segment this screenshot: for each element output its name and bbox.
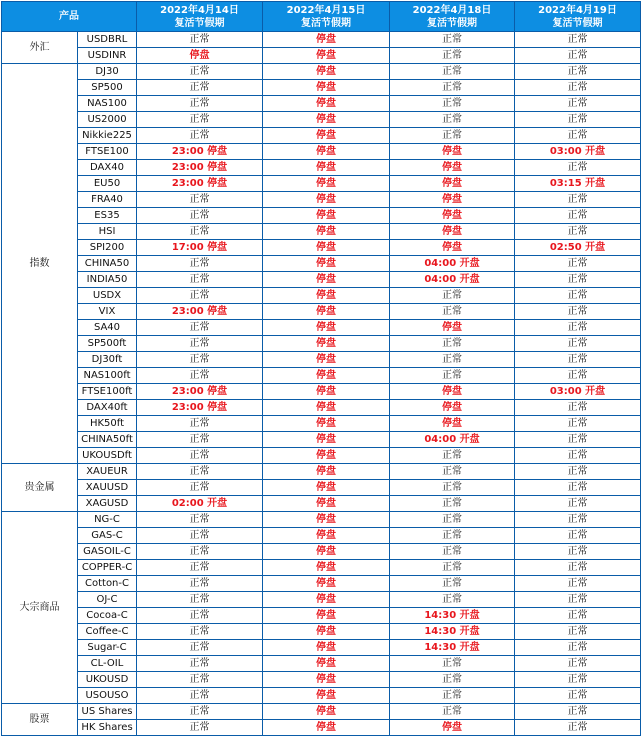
table-row	[2, 496, 641, 512]
status-cell: 正常	[390, 80, 515, 96]
status-cell: 03:15 开盘	[515, 176, 641, 192]
product-cell: SP500	[78, 80, 137, 96]
product-cell: GAS-C	[78, 528, 137, 544]
table-row	[2, 576, 641, 592]
status-cell: 正常	[390, 448, 515, 464]
status-cell: 停盘	[263, 656, 390, 672]
status-cell: 停盘	[390, 400, 515, 416]
status-cell: 停盘	[263, 320, 390, 336]
table-row	[2, 480, 641, 496]
status-cell: 正常	[390, 656, 515, 672]
status-cell: 停盘	[263, 160, 390, 176]
status-cell: 正常	[515, 256, 641, 272]
status-cell: 正常	[515, 656, 641, 672]
holiday-label: 复活节假期	[552, 17, 603, 29]
status-cell: 正常	[515, 704, 641, 720]
status-cell: 停盘	[263, 240, 390, 256]
status-cell: 正常	[390, 352, 515, 368]
table-row	[2, 672, 641, 688]
status-cell: 正常	[390, 96, 515, 112]
status-cell: 停盘	[263, 416, 390, 432]
product-cell: DJ30	[78, 64, 137, 80]
status-cell: 停盘	[263, 96, 390, 112]
product-cell: FTSE100ft	[78, 384, 137, 400]
status-cell: 正常	[515, 464, 641, 480]
status-cell: 停盘	[263, 544, 390, 560]
status-cell: 正常	[137, 608, 263, 624]
status-cell: 正常	[390, 576, 515, 592]
category-cell: 外汇	[2, 32, 78, 64]
status-cell: 正常	[390, 544, 515, 560]
product-cell: USDBRL	[78, 32, 137, 48]
table-row	[2, 64, 641, 80]
status-cell: 停盘	[390, 416, 515, 432]
status-cell: 停盘	[390, 160, 515, 176]
holiday-label: 复活节假期	[174, 17, 225, 29]
status-cell: 停盘	[263, 720, 390, 736]
status-cell: 正常	[390, 672, 515, 688]
status-cell: 停盘	[263, 224, 390, 240]
status-cell: 04:00 开盘	[390, 432, 515, 448]
status-cell: 停盘	[263, 256, 390, 272]
status-cell: 正常	[515, 64, 641, 80]
table-row	[2, 96, 641, 112]
date-header	[137, 2, 263, 32]
status-cell: 正常	[137, 592, 263, 608]
status-cell: 23:00 停盘	[137, 144, 263, 160]
category-cell: 股票	[2, 704, 78, 736]
status-cell: 正常	[515, 112, 641, 128]
status-cell: 停盘	[263, 400, 390, 416]
product-cell: HSI	[78, 224, 137, 240]
product-cell: USDX	[78, 288, 137, 304]
table-row	[2, 352, 641, 368]
status-cell: 停盘	[263, 704, 390, 720]
status-cell: 23:00 停盘	[137, 384, 263, 400]
product-cell: HK50ft	[78, 416, 137, 432]
status-cell: 正常	[390, 288, 515, 304]
status-cell: 正常	[515, 640, 641, 656]
status-cell: 停盘	[390, 208, 515, 224]
status-cell: 正常	[137, 192, 263, 208]
table-row	[2, 384, 641, 400]
status-cell: 03:00 开盘	[515, 144, 641, 160]
product-cell: INDIA50	[78, 272, 137, 288]
status-cell: 停盘	[390, 384, 515, 400]
status-cell: 正常	[390, 560, 515, 576]
status-cell: 正常	[515, 448, 641, 464]
status-cell: 14:30 开盘	[390, 624, 515, 640]
status-cell: 正常	[137, 320, 263, 336]
status-cell: 停盘	[263, 80, 390, 96]
table-row	[2, 560, 641, 576]
status-cell: 停盘	[263, 336, 390, 352]
status-cell: 正常	[137, 672, 263, 688]
status-cell: 正常	[137, 336, 263, 352]
status-cell: 正常	[137, 704, 263, 720]
table-row	[2, 208, 641, 224]
product-cell: ES35	[78, 208, 137, 224]
status-cell: 正常	[515, 288, 641, 304]
product-cell: DJ30ft	[78, 352, 137, 368]
status-cell: 停盘	[263, 512, 390, 528]
table-row	[2, 48, 641, 64]
product-cell: CHINA50ft	[78, 432, 137, 448]
status-cell: 停盘	[263, 112, 390, 128]
status-cell: 停盘	[263, 208, 390, 224]
status-cell: 正常	[137, 464, 263, 480]
status-cell: 停盘	[263, 384, 390, 400]
status-cell: 正常	[390, 64, 515, 80]
status-cell: 04:00 开盘	[390, 272, 515, 288]
table-row	[2, 240, 641, 256]
product-cell: EU50	[78, 176, 137, 192]
status-cell: 正常	[515, 128, 641, 144]
status-cell: 正常	[390, 688, 515, 704]
product-cell: UKOUSDft	[78, 448, 137, 464]
status-cell: 正常	[137, 624, 263, 640]
product-cell: DAX40	[78, 160, 137, 176]
status-cell: 02:00 开盘	[137, 496, 263, 512]
status-cell: 正常	[137, 272, 263, 288]
status-cell: 正常	[515, 416, 641, 432]
status-cell: 14:30 开盘	[390, 608, 515, 624]
product-cell: UKOUSD	[78, 672, 137, 688]
table-row	[2, 160, 641, 176]
status-cell: 停盘	[263, 496, 390, 512]
table-row	[2, 448, 641, 464]
table-row	[2, 464, 641, 480]
table-row	[2, 656, 641, 672]
status-cell: 正常	[137, 288, 263, 304]
status-cell: 23:00 停盘	[137, 160, 263, 176]
status-cell: 正常	[515, 32, 641, 48]
table-row	[2, 368, 641, 384]
table-row	[2, 80, 641, 96]
table-row	[2, 32, 641, 48]
status-cell: 正常	[515, 48, 641, 64]
table-row	[2, 640, 641, 656]
status-cell: 正常	[515, 160, 641, 176]
date-label: 2022年4月18日	[412, 4, 492, 16]
status-cell: 正常	[390, 32, 515, 48]
product-cell: Coffee-C	[78, 624, 137, 640]
product-cell: XAGUSD	[78, 496, 137, 512]
product-cell: HK Shares	[78, 720, 137, 736]
status-cell: 停盘	[390, 240, 515, 256]
status-cell: 23:00 停盘	[137, 304, 263, 320]
status-cell: 停盘	[263, 528, 390, 544]
status-cell: 正常	[515, 672, 641, 688]
status-cell: 正常	[515, 560, 641, 576]
status-cell: 正常	[137, 224, 263, 240]
status-cell: 正常	[515, 576, 641, 592]
product-cell: US2000	[78, 112, 137, 128]
date-header	[263, 2, 390, 32]
status-cell: 正常	[515, 336, 641, 352]
date-header	[390, 2, 515, 32]
table-row	[2, 112, 641, 128]
date-label: 2022年4月19日	[538, 4, 617, 16]
status-cell: 停盘	[263, 608, 390, 624]
status-cell: 正常	[137, 256, 263, 272]
status-cell: 停盘	[263, 352, 390, 368]
status-cell: 正常	[390, 704, 515, 720]
category-cell: 指数	[2, 64, 78, 464]
status-cell: 正常	[515, 272, 641, 288]
holiday-label: 复活节假期	[427, 17, 477, 29]
status-cell: 正常	[390, 592, 515, 608]
product-cell: NAS100ft	[78, 368, 137, 384]
status-cell: 17:00 停盘	[137, 240, 263, 256]
status-cell: 正常	[515, 304, 641, 320]
product-cell: Cocoa-C	[78, 608, 137, 624]
status-cell: 正常	[137, 656, 263, 672]
product-cell: FRA40	[78, 192, 137, 208]
status-cell: 停盘	[390, 144, 515, 160]
status-cell: 停盘	[390, 720, 515, 736]
status-cell: 正常	[515, 608, 641, 624]
table-row	[2, 288, 641, 304]
status-cell: 正常	[515, 224, 641, 240]
table-row	[2, 624, 641, 640]
table-row	[2, 416, 641, 432]
status-cell: 正常	[515, 688, 641, 704]
status-cell: 正常	[390, 48, 515, 64]
status-cell: 正常	[137, 416, 263, 432]
table-row	[2, 272, 641, 288]
status-cell: 正常	[137, 432, 263, 448]
status-cell: 正常	[137, 96, 263, 112]
status-cell: 正常	[515, 480, 641, 496]
status-cell: 正常	[515, 720, 641, 736]
status-cell: 正常	[390, 480, 515, 496]
status-cell: 停盘	[263, 32, 390, 48]
product-header: 产品	[2, 2, 137, 32]
status-cell: 停盘	[263, 64, 390, 80]
status-cell: 停盘	[263, 288, 390, 304]
product-cell: US Shares	[78, 704, 137, 720]
status-cell: 正常	[515, 512, 641, 528]
product-cell: OJ-C	[78, 592, 137, 608]
category-cell: 大宗商品	[2, 512, 78, 704]
status-cell: 停盘	[263, 192, 390, 208]
product-cell: SPI200	[78, 240, 137, 256]
status-cell: 正常	[515, 352, 641, 368]
status-cell: 停盘	[137, 48, 263, 64]
status-cell: 停盘	[263, 480, 390, 496]
table-body	[2, 32, 641, 736]
product-cell: CHINA50	[78, 256, 137, 272]
status-cell: 正常	[390, 496, 515, 512]
status-cell: 正常	[137, 352, 263, 368]
table-row	[2, 592, 641, 608]
status-cell: 正常	[137, 32, 263, 48]
status-cell: 02:50 开盘	[515, 240, 641, 256]
table-row	[2, 608, 641, 624]
date-label: 2022年4月15日	[286, 4, 366, 16]
status-cell: 正常	[390, 128, 515, 144]
status-cell: 正常	[515, 432, 641, 448]
status-cell: 正常	[137, 720, 263, 736]
product-cell: SP500ft	[78, 336, 137, 352]
table-row	[2, 400, 641, 416]
holiday-label: 复活节假期	[301, 17, 351, 29]
status-cell: 停盘	[390, 320, 515, 336]
table-row	[2, 224, 641, 240]
header-row	[2, 2, 641, 32]
status-cell: 停盘	[263, 464, 390, 480]
status-cell: 正常	[515, 192, 641, 208]
holiday-schedule-table	[1, 1, 641, 736]
status-cell: 正常	[137, 112, 263, 128]
status-cell: 14:30 开盘	[390, 640, 515, 656]
status-cell: 正常	[515, 624, 641, 640]
status-cell: 正常	[515, 544, 641, 560]
table-row	[2, 336, 641, 352]
table-row	[2, 304, 641, 320]
table-row	[2, 720, 641, 736]
status-cell: 正常	[137, 512, 263, 528]
status-cell: 23:00 停盘	[137, 400, 263, 416]
table-row	[2, 320, 641, 336]
table-row	[2, 544, 641, 560]
status-cell: 停盘	[390, 224, 515, 240]
product-cell: NAS100	[78, 96, 137, 112]
status-cell: 正常	[137, 128, 263, 144]
product-cell: Sugar-C	[78, 640, 137, 656]
status-cell: 正常	[137, 368, 263, 384]
status-cell: 正常	[515, 80, 641, 96]
status-cell: 停盘	[263, 624, 390, 640]
product-cell: DAX40ft	[78, 400, 137, 416]
table-row	[2, 512, 641, 528]
table-row	[2, 144, 641, 160]
status-cell: 正常	[137, 80, 263, 96]
status-cell: 停盘	[263, 176, 390, 192]
product-cell: Nikkie225	[78, 128, 137, 144]
status-cell: 正常	[137, 208, 263, 224]
product-cell: FTSE100	[78, 144, 137, 160]
product-cell: USDINR	[78, 48, 137, 64]
status-cell: 03:00 开盘	[515, 384, 641, 400]
status-cell: 停盘	[263, 368, 390, 384]
status-cell: 正常	[515, 496, 641, 512]
table-row	[2, 128, 641, 144]
status-cell: 正常	[390, 512, 515, 528]
status-cell: 停盘	[390, 176, 515, 192]
date-label: 2022年4月14日	[160, 4, 239, 16]
product-cell: XAUEUR	[78, 464, 137, 480]
status-cell: 停盘	[263, 576, 390, 592]
product-cell: SA40	[78, 320, 137, 336]
product-cell: CL-OIL	[78, 656, 137, 672]
status-cell: 正常	[515, 208, 641, 224]
status-cell: 正常	[390, 336, 515, 352]
status-cell: 正常	[137, 528, 263, 544]
product-cell: GASOIL-C	[78, 544, 137, 560]
status-cell: 正常	[515, 400, 641, 416]
status-cell: 停盘	[263, 144, 390, 160]
status-cell: 正常	[390, 112, 515, 128]
status-cell: 正常	[137, 560, 263, 576]
status-cell: 正常	[137, 544, 263, 560]
status-cell: 正常	[137, 688, 263, 704]
product-cell: USOUSO	[78, 688, 137, 704]
category-cell: 贵金属	[2, 464, 78, 512]
status-cell: 正常	[137, 640, 263, 656]
status-cell: 正常	[515, 528, 641, 544]
product-cell: Cotton-C	[78, 576, 137, 592]
table-row	[2, 256, 641, 272]
status-cell: 正常	[390, 368, 515, 384]
status-cell: 停盘	[263, 672, 390, 688]
table-row	[2, 688, 641, 704]
status-cell: 正常	[515, 96, 641, 112]
status-cell: 停盘	[263, 128, 390, 144]
table-row	[2, 528, 641, 544]
status-cell: 正常	[515, 368, 641, 384]
status-cell: 正常	[390, 464, 515, 480]
table-row	[2, 176, 641, 192]
status-cell: 正常	[137, 480, 263, 496]
product-cell: XAUUSD	[78, 480, 137, 496]
status-cell: 停盘	[263, 48, 390, 64]
product-cell: NG-C	[78, 512, 137, 528]
product-cell: VIX	[78, 304, 137, 320]
status-cell: 停盘	[263, 592, 390, 608]
status-cell: 停盘	[263, 688, 390, 704]
status-cell: 正常	[515, 320, 641, 336]
status-cell: 正常	[390, 528, 515, 544]
status-cell: 停盘	[263, 432, 390, 448]
table-row	[2, 704, 641, 720]
status-cell: 正常	[137, 576, 263, 592]
status-cell: 正常	[137, 448, 263, 464]
status-cell: 停盘	[263, 560, 390, 576]
product-cell: COPPER-C	[78, 560, 137, 576]
status-cell: 正常	[137, 64, 263, 80]
status-cell: 停盘	[263, 640, 390, 656]
status-cell: 停盘	[263, 448, 390, 464]
table-row	[2, 432, 641, 448]
status-cell: 正常	[390, 304, 515, 320]
status-cell: 停盘	[263, 272, 390, 288]
status-cell: 停盘	[390, 192, 515, 208]
status-cell: 04:00 开盘	[390, 256, 515, 272]
status-cell: 正常	[515, 592, 641, 608]
status-cell: 23:00 停盘	[137, 176, 263, 192]
status-cell: 停盘	[263, 304, 390, 320]
table-row	[2, 192, 641, 208]
date-header	[515, 2, 641, 32]
